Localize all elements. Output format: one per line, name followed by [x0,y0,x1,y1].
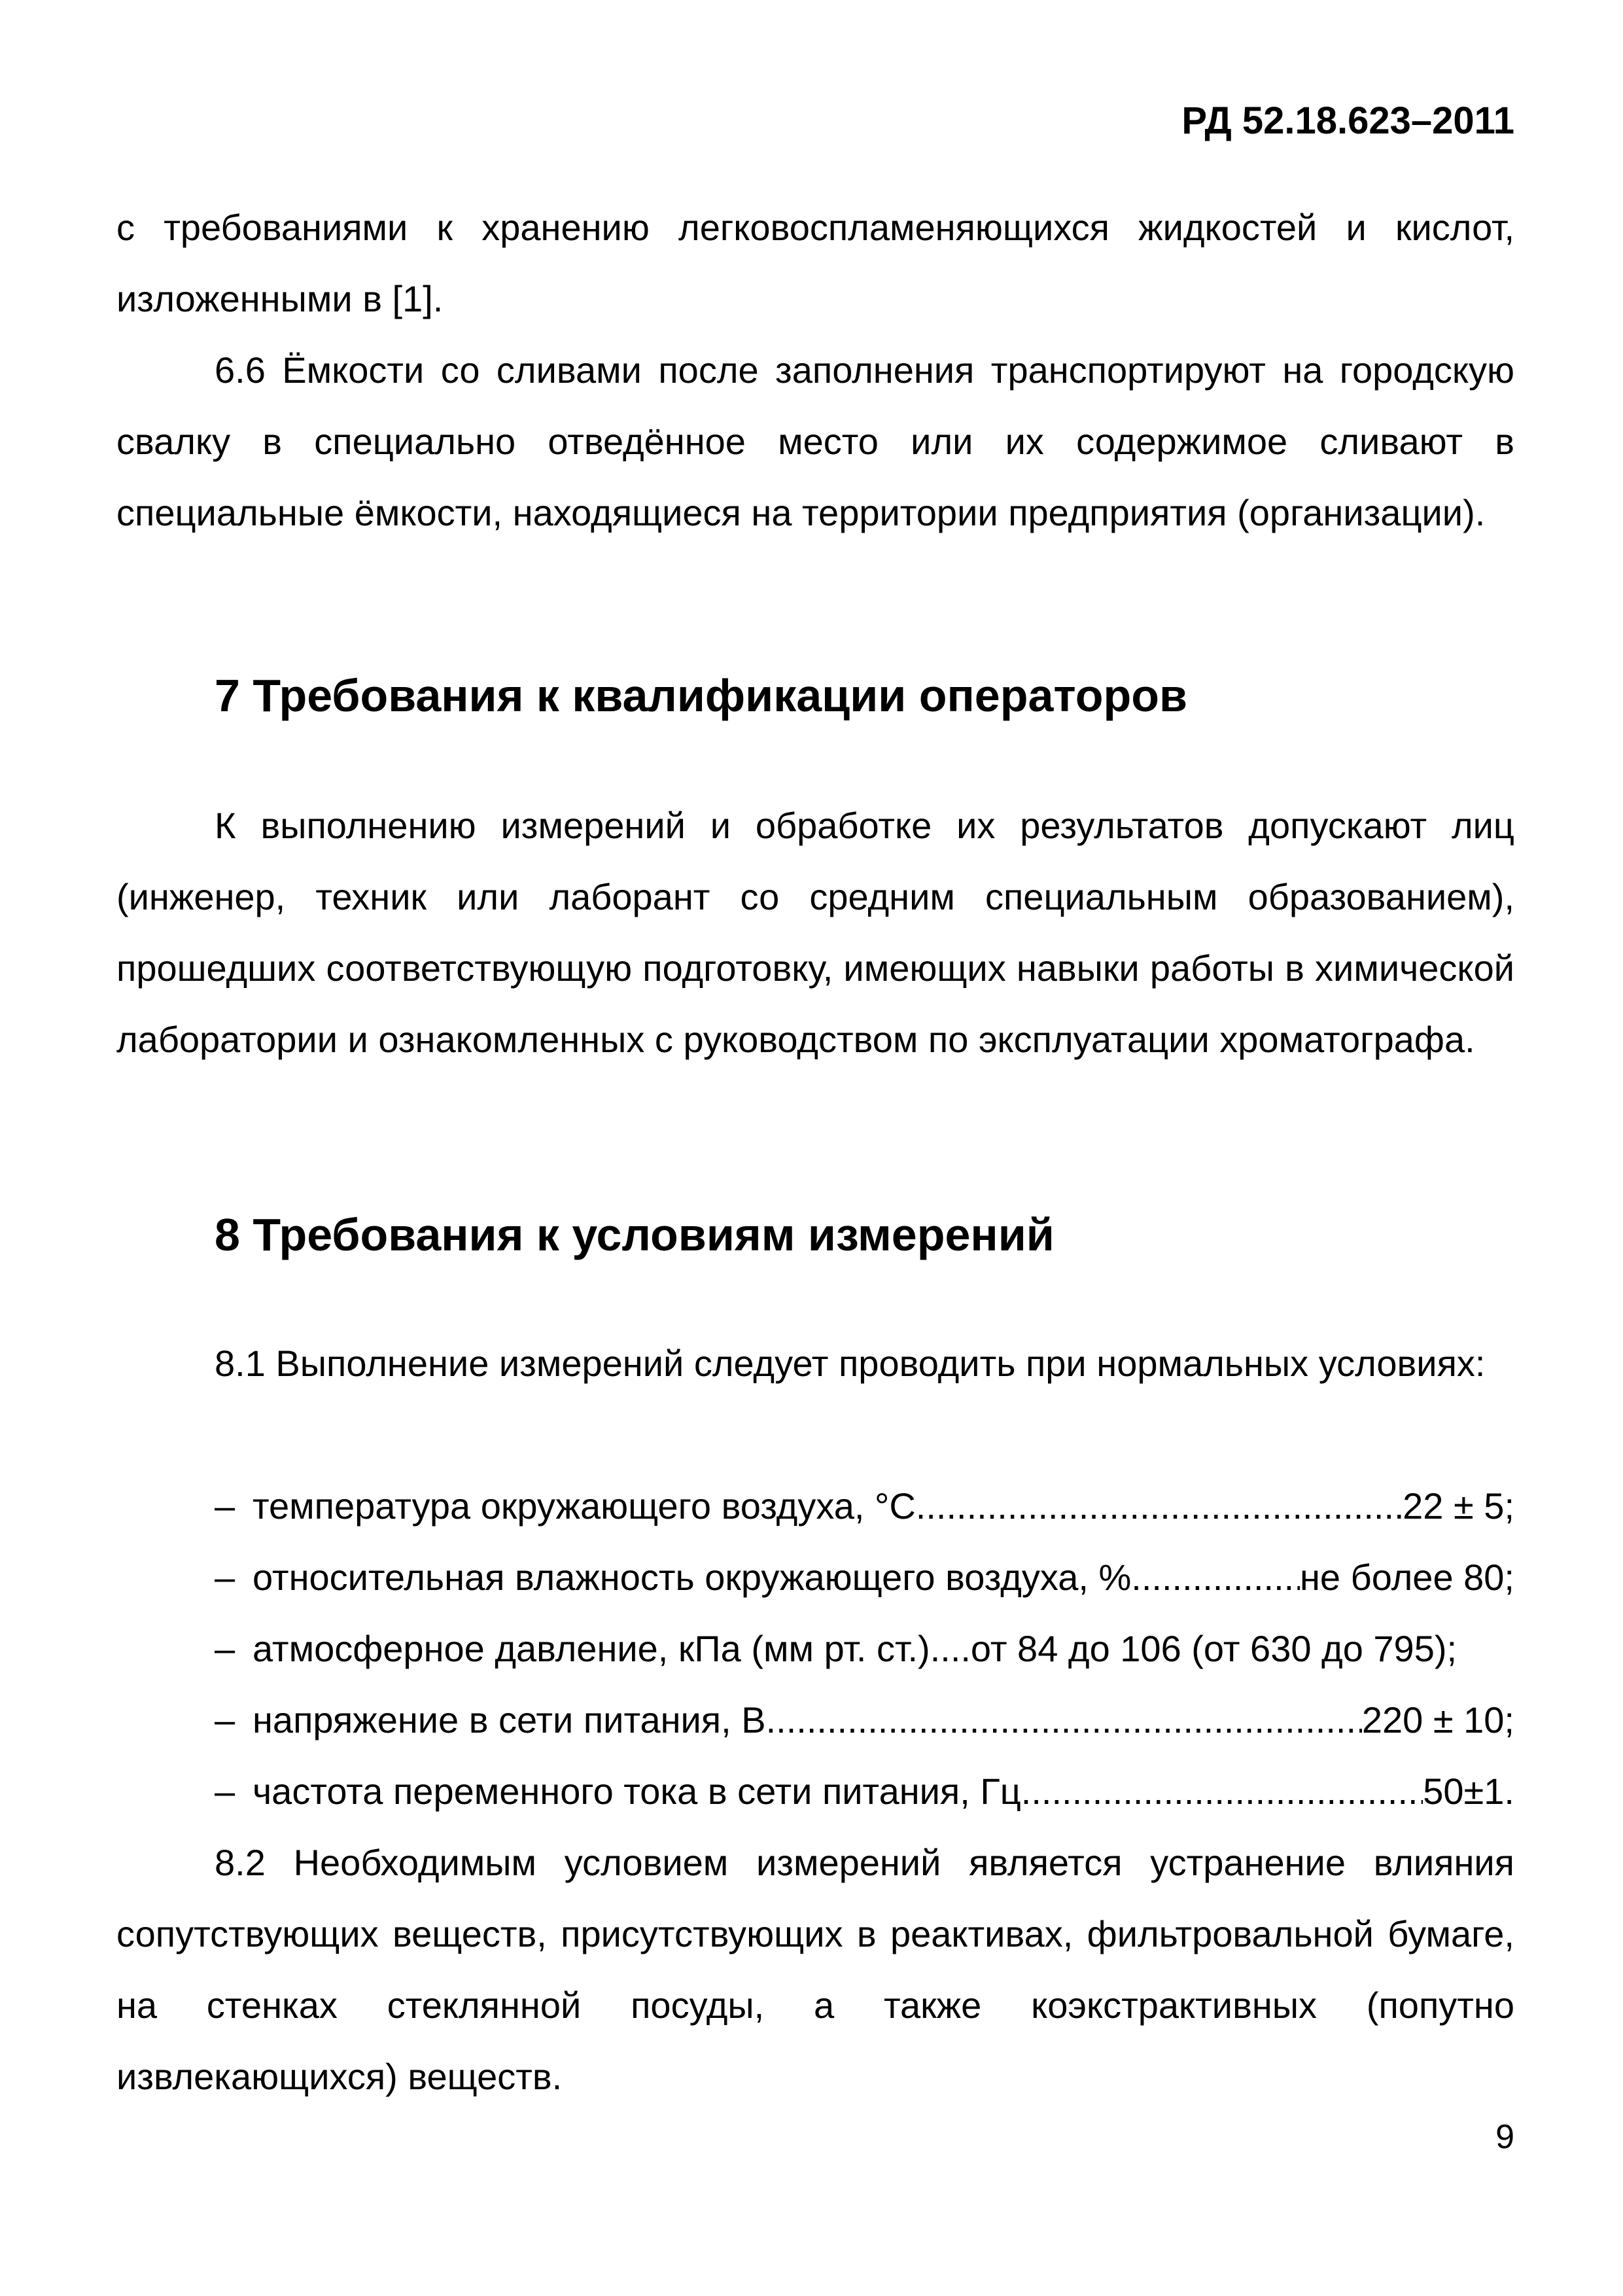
section-7-paragraph [116,790,1514,1075]
condition-value: 220 ± 10; [1361,1699,1514,1740]
condition-label: атмосферное давление, кПа (мм рт. ст.)....от 84 до 106 (от 630 до 795); [253,1628,1457,1669]
document-code: РД 52.18.623–2011 [1181,99,1514,142]
list-dash: – [215,1628,236,1669]
dot-leader [916,1470,1403,1542]
page-number: 9 [1495,2118,1514,2156]
paragraph-text: 8.1 Выполнение измерений следует проводить при нормальных условиях: [215,1343,1486,1384]
condition-pressure [215,1613,1514,1684]
continuation-paragraph [116,192,1514,334]
list-dash: – [215,1485,236,1527]
paragraph-text: 8.2 Необходимым условием измерений является устранение влияния сопутствующих веществ, присутствующих в реактивах, фильтровальной бумаге, на стенках стеклянной посуды, а также коэкстрактивных (попутно извлекающихся) веществ. [116,1842,1514,2097]
condition-value: 50±1. [1423,1771,1514,1812]
condition-label: относительная влажность окружающего воздуха, % [253,1557,1132,1598]
dot-leader [766,1684,1362,1756]
paragraph-8-1 [116,1328,1514,1399]
paragraph-text: К выполнению измерений и обработке их результатов допускают лиц (инженер, техник или лаборант со средним специальным образованием), прошедших соответствующую подготовку, имеющих навыки работы в химической лаборатории и ознакомленных с руководством по эксплуатации хроматографа. [116,805,1514,1060]
paragraph-text: с требованиями к хранению легковоспламеняющихся жидкостей и кислот, изложенными в [1]. [116,207,1514,319]
condition-voltage [215,1684,1514,1756]
condition-label: напряжение в сети питания, В [253,1699,766,1740]
section-8-heading: 8 Требования к условиям измерений [215,1209,1055,1260]
condition-value: 22 ± 5; [1403,1485,1514,1527]
condition-value: не более 80; [1300,1557,1514,1598]
condition-label: частота переменного тока в сети питания, Гц [253,1771,1021,1812]
paragraph-text: 6.6 Ёмкости со сливами после заполнения транспортируют на городскую свалку в специально отведённое место или их содержимое сливают в специальные ёмкости, находящиеся на территории предприятия (организации). [116,349,1514,533]
condition-frequency [215,1756,1514,1827]
paragraph-8-2 [116,1827,1514,2112]
dot-leader [1021,1756,1423,1827]
conditions-list [215,1470,1514,1827]
condition-label: температура окружающего воздуха, °С [253,1485,916,1527]
condition-temperature [215,1470,1514,1542]
paragraph-6-6 [116,334,1514,548]
list-dash: – [215,1771,236,1812]
dot-leader [1131,1542,1300,1613]
condition-humidity [215,1542,1514,1613]
list-dash: – [215,1699,236,1740]
section-7-heading: 7 Требования к квалификации операторов [215,670,1188,721]
list-dash: – [215,1557,236,1598]
